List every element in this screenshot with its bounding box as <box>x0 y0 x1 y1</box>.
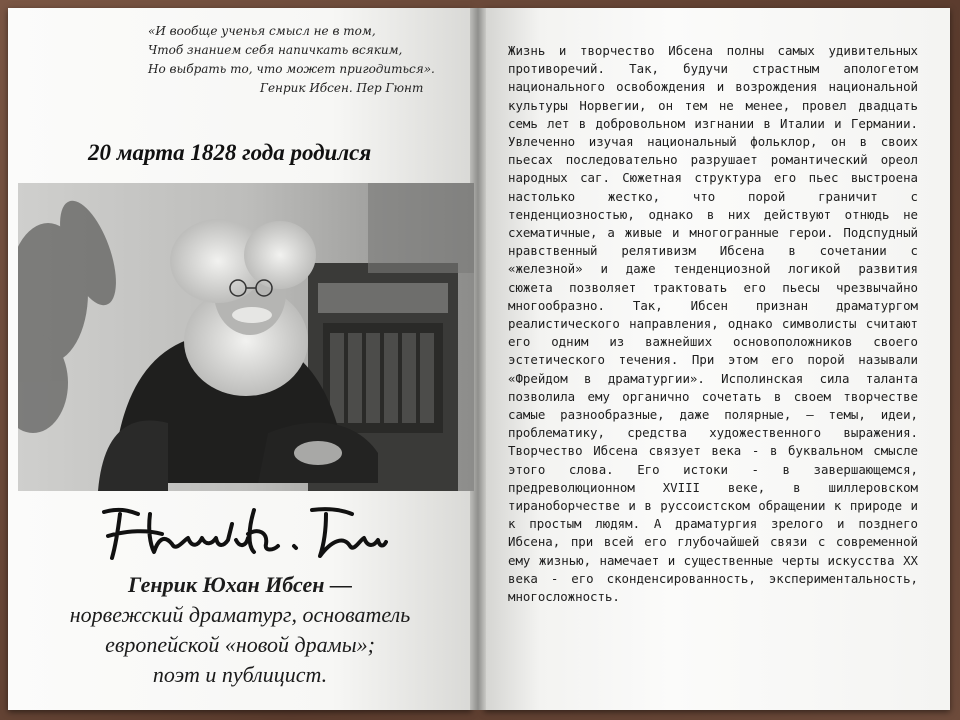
birth-date-heading: 20 марта 1828 года родился <box>88 140 372 165</box>
epigraph <box>148 22 448 98</box>
epigraph-line: Но выбрать то, что может пригодиться». <box>148 62 435 76</box>
caption-line: поэт и публицист. <box>152 662 328 687</box>
caption <box>40 570 440 690</box>
portrait-photo <box>18 183 474 491</box>
portrait-image <box>18 183 474 491</box>
epigraph-line: Чтоб знанием себя напичкать всяким, <box>148 43 403 57</box>
signature-image <box>98 500 388 564</box>
biography-text: Жизнь и творчество Ибсена полны самых удивительных противоречий. Так, будучи страстным апологетом национального освобождения и возрождения национальной культуры Норвегии, он тем не менее, провел двадцать семь лет в добровольном изгнании в Италии и Германии. Увлеченно изучая национальный фольклор, он в своих пьесах последовательно разрушает романтический ореол народных саг. Сюжетная структура его пьес выстроена настолько жестко, что порой граничит с тенденциозностью, однако в них действуют отнюдь не схематичные, а живые и многогранные герои. Подспудный нравственный релятивизм Ибсена в сочетании с «железной» и даже тенденциозной логикой развития сюжета позволяет трактовать его пьесы чрезвычайно многообразно. Так, Ибсен признан драматургом реалистического направления, однако символисты считают его одним из важнейших основоположников своего эстетического течения. При этом его порой называли «Фрейдом в драматургии». Исполинская сила таланта позволила ему органично сочетать в своем творчестве самые разнообразные, даже полярные, – темы, идеи, проблематику, средства художественного выражения. Творчество Ибсена связует века - в буквальном смысле этого слова. Его истоки - в завершающемся, предреволюционном XVIII веке, в шиллеровском тираноборчестве и в руссоистском обращении к природе и к простым людям. А драматургия зрелого и позднего Ибсена, при всей его глубочайшей связи с современной ему жизнью, намечает и существенные черты искусства XX века - его сконденсированность, экспериментальность, многосложность. <box>508 43 918 605</box>
epigraph-attribution: Генрик Ибсен. Пер Гюнт <box>260 81 424 95</box>
epigraph-line: «И вообще ученья смысл не в том, <box>148 24 376 38</box>
caption-name: Генрик Юхан Ибсен — <box>128 572 352 597</box>
caption-line: норвежский драматург, основатель <box>69 602 411 627</box>
caption-line: европейской «новой драмы»; <box>105 632 375 657</box>
